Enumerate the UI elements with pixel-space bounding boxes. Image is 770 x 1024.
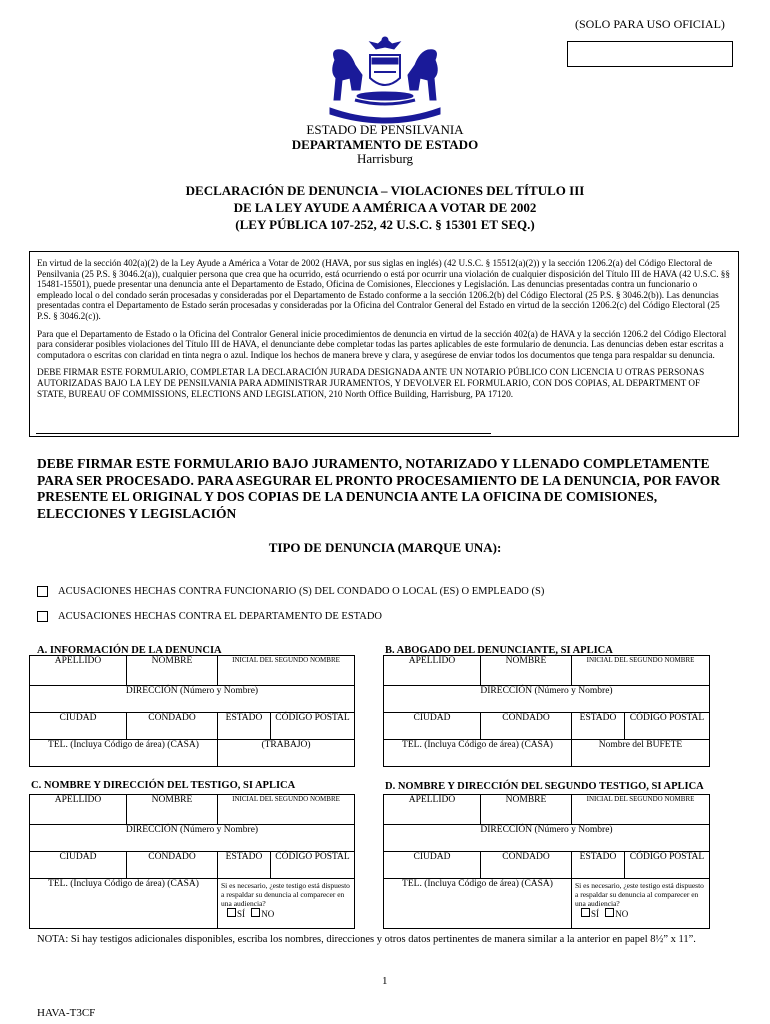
field-condado[interactable]: CONDADO [481, 852, 572, 879]
field-codigo[interactable]: CÓDIGO POSTAL [271, 713, 355, 740]
witness-question-text: Si es necesario, ¿este testigo está dispuesto a respaldar su denuncia al comparecer en una audiencia? [575, 881, 704, 908]
section-d-title: D. NOMBRE Y DIRECCIÓN DEL SEGUNDO TESTIGO, SI APLICA [385, 781, 704, 792]
field-tel-casa[interactable]: TEL. (Incluya Código de área) (CASA) [30, 740, 218, 767]
field-condado[interactable]: CONDADO [127, 852, 218, 879]
field-apellido[interactable]: APELLIDO [384, 795, 481, 825]
checkbox-row-county[interactable] [37, 586, 544, 597]
divider [36, 433, 491, 434]
field-nombre[interactable]: NOMBRE [127, 795, 218, 825]
section-a-title: A. INFORMACIÓN DE LA DENUNCIA [37, 645, 222, 656]
field-inicial[interactable]: INICIAL DEL SEGUNDO NOMBRE [218, 656, 355, 686]
field-direccion[interactable]: DIRECCIÓN (Número y Nombre) [384, 686, 710, 713]
label-no: NO [261, 909, 275, 919]
field-apellido[interactable]: APELLIDO [30, 656, 127, 686]
field-estado[interactable]: ESTADO [572, 852, 625, 879]
field-ciudad[interactable]: CIUDAD [384, 713, 481, 740]
intro-paragraph-1: En virtud de la sección 402(a)(2) de la Ley Ayude a América a Votar de 2002 (HAVA, por sus siglas en inglés) (42 U.S.C. § 15512(a)(2)) y la sección 1206.2(a) del Código Electoral de Pensilvania (25 P.S. § 3046.2(a)), cualquier persona que crea que ha ocurrido, está ocurriendo o está por ocurrir una violación de cualquier disposición del Título III de HAVA (42 U.S.C. §§ 15481-15501), puede presentar una denuncia ante el Departamento de Estado, Oficina de Comisiones, Elecciones y Legislación. Las denuncias presentadas contra un funcionario o empleado local o del condado serán procesadas y consideradas por el Departamento de Estado conforme a la sección 1206.2(b) del Código Electoral (25 P.S. § 3046.2(b)). Las denuncias presentadas contra el Departamento de Estado serán procesadas y consideradas por la Oficina del Contralor General del Estado en virtud de la sección 1206.2(c) del Código Electoral (25 P.S. § 3046.2(c)). [37, 258, 730, 321]
intro-box [29, 251, 739, 437]
label-si: SÍ [591, 909, 600, 919]
witness-question [572, 879, 710, 929]
checkbox-no[interactable] [251, 908, 260, 917]
form-title [0, 182, 770, 233]
checkbox-si[interactable] [581, 908, 590, 917]
field-nombre[interactable]: NOMBRE [481, 656, 572, 686]
official-use-label: (SOLO PARA USO OFICIAL) [575, 17, 725, 31]
header-city: Harrisburg [356, 151, 414, 166]
header-state: ESTADO DE PENSILVANIA [306, 122, 464, 137]
field-codigo[interactable]: CÓDIGO POSTAL [625, 713, 710, 740]
title-line-3: (LEY PÚBLICA 107-252, 42 U.S.C. § 15301 ET SEQ.) [235, 217, 535, 232]
field-direccion[interactable]: DIRECCIÓN (Número y Nombre) [30, 686, 355, 713]
field-bufete[interactable]: Nombre del BUFETE [572, 740, 710, 767]
warning-text: DEBE FIRMAR ESTE FORMULARIO BAJO JURAMENTO, NOTARIZADO Y LLENADO COMPLETAMENTE PARA SER PROCESADO. PARA ASEGURAR EL PRONTO PROCESAMIENTO DE LA DENUNCIA, POR FAVOR PRESENTE EL ORIGINAL Y DOS COPIAS DE LA DENUNCIA ANTE LA OFICINA DE COMISIONES, ELECCIONES Y LEGISLACIÓN [37, 456, 721, 521]
field-apellido[interactable]: APELLIDO [384, 656, 481, 686]
field-estado[interactable]: ESTADO [218, 852, 271, 879]
section-d-table [383, 794, 710, 929]
field-ciudad[interactable]: CIUDAD [384, 852, 481, 879]
intro-paragraph-3: DEBE FIRMAR ESTE FORMULARIO, COMPLETAR LA DECLARACIÓN JURADA DESIGNADA ANTE UN NOTARIO PÚBLICO CON LICENCIA U OTRAS PERSONAS AUTORIZADAS BAJO LA LEY DE PENSILVANIA PARA ADMINISTRAR JURAMENTOS, Y DEVOLVER EL FORMULARIO, CON DOS COPIAS, AL DEPARTMENT OF STATE, BUREAU OF COMMISSIONS, ELECTIONS AND LEGISLATION, 210 North Office Building, Harrisburg, PA 17120. [37, 367, 705, 399]
checkbox-county[interactable] [37, 586, 48, 597]
complaint-type-heading: TIPO DE DENUNCIA (MARQUE UNA): [268, 540, 502, 555]
section-a-table [29, 655, 355, 767]
field-apellido[interactable]: APELLIDO [30, 795, 127, 825]
field-nombre[interactable]: NOMBRE [127, 656, 218, 686]
field-estado[interactable]: ESTADO [572, 713, 625, 740]
field-nombre[interactable]: NOMBRE [481, 795, 572, 825]
field-tel-casa[interactable]: TEL. (Incluya Código de área) (CASA) [384, 740, 572, 767]
checkbox-county-label: ACUSACIONES HECHAS CONTRA FUNCIONARIO (S) DEL CONDADO O LOCAL (ES) O EMPLEADO (S) [58, 586, 545, 597]
field-tel-trabajo[interactable]: (TRABAJO) [218, 740, 355, 767]
section-b-table [383, 655, 710, 767]
field-codigo[interactable]: CÓDIGO POSTAL [271, 852, 355, 879]
official-use-box[interactable] [567, 41, 733, 67]
field-ciudad[interactable]: CIUDAD [30, 852, 127, 879]
field-inicial[interactable]: INICIAL DEL SEGUNDO NOMBRE [218, 795, 355, 825]
field-direccion[interactable]: DIRECCIÓN (Número y Nombre) [384, 825, 710, 852]
field-inicial[interactable]: INICIAL DEL SEGUNDO NOMBRE [572, 656, 710, 686]
label-no: NO [615, 909, 629, 919]
field-tel-casa[interactable]: TEL. (Incluya Código de área) (CASA) [384, 879, 572, 929]
field-tel-casa[interactable]: TEL. (Incluya Código de área) (CASA) [30, 879, 218, 929]
witness-question-text: Si es necesario, ¿este testigo está dispuesto a respaldar su denuncia al comparecer en una audiencia? [221, 881, 350, 908]
note-text: NOTA: Si hay testigos adicionales disponibles, escriba los nombres, direcciones y otros datos pertinentes de manera similar a la anterior en papel 8½” x 11”. [37, 934, 696, 945]
section-c-table [29, 794, 355, 929]
label-si: SÍ [237, 909, 246, 919]
checkbox-row-department[interactable] [37, 611, 382, 622]
page-number: 1 [382, 975, 388, 987]
checkbox-si[interactable] [227, 908, 236, 917]
checkbox-no[interactable] [605, 908, 614, 917]
header-department: DEPARTAMENTO DE ESTADO [291, 137, 479, 152]
field-direccion[interactable]: DIRECCIÓN (Número y Nombre) [30, 825, 355, 852]
field-condado[interactable]: CONDADO [127, 713, 218, 740]
field-estado[interactable]: ESTADO [218, 713, 271, 740]
checkbox-department[interactable] [37, 611, 48, 622]
checkbox-department-label: ACUSACIONES HECHAS CONTRA EL DEPARTAMENTO DE ESTADO [58, 611, 382, 622]
field-codigo[interactable]: CÓDIGO POSTAL [625, 852, 710, 879]
section-b-title: B. ABOGADO DEL DENUNCIANTE, SI APLICA [385, 645, 613, 656]
title-line-2: DE LA LEY AYUDE A AMÉRICA A VOTAR DE 2002 [233, 200, 537, 215]
witness-question [218, 879, 355, 929]
field-inicial[interactable]: INICIAL DEL SEGUNDO NOMBRE [572, 795, 710, 825]
field-condado[interactable]: CONDADO [481, 713, 572, 740]
intro-paragraph-2: Para que el Departamento de Estado o la Oficina del Contralor General inicie procedimientos de denuncia en virtud de la sección 402(a) de HAVA y la sección 1206.2 del Código Electoral para considerar posibles violaciones del Título III de HAVA, el denunciante debe completar todas las partes aplicables de este formulario de denuncia. Las denuncias deben estar escritas a computadora o escritas con claridad en tinta negra o azul. Indique los hechos de manera breve y clara, y asegúrese de enviar todos los documentos que tenga para respaldar su denuncia. [37, 328, 727, 360]
pennsylvania-coat-of-arms [300, 30, 470, 130]
field-ciudad[interactable]: CIUDAD [30, 713, 127, 740]
form-code: HAVA-T3CF [37, 1007, 96, 1019]
title-line-1: DECLARACIÓN DE DENUNCIA – VIOLACIONES DEL TÍTULO III [185, 183, 585, 198]
section-c-title: C. NOMBRE Y DIRECCIÓN DEL TESTIGO, SI APLICA [31, 780, 296, 791]
